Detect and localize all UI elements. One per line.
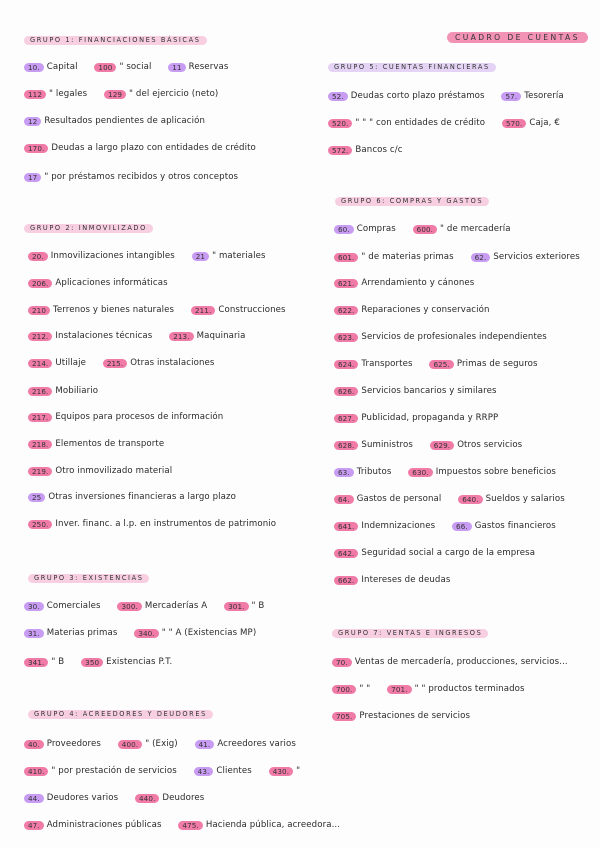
account-label: " de materias primas: [361, 252, 454, 262]
account-label: Indemnizaciones: [361, 521, 436, 531]
account-code: 341.: [24, 658, 48, 667]
account-code: 628.: [334, 441, 358, 450]
g2-row-10: [28, 492, 236, 503]
account-code: 217.: [28, 413, 52, 422]
account-code: 41.: [195, 740, 215, 749]
account-label: Tesorería: [524, 91, 564, 101]
g1-row-3: [24, 116, 205, 127]
account-label: Deudas a largo plazo con entidades de crédito: [51, 143, 256, 153]
g2-row-5: [28, 358, 214, 369]
account-label: Gastos financieros: [474, 521, 556, 531]
account-label: Gastos de personal: [356, 494, 442, 504]
account-label: " B: [251, 601, 265, 611]
g4-row-4: [24, 820, 340, 831]
g4-row-2: [24, 766, 300, 777]
g1-row-5: [24, 172, 238, 183]
account-code: 700.: [332, 685, 356, 694]
account-label: " materiales: [212, 251, 266, 261]
account-code: 621.: [334, 279, 358, 288]
group-6-header: GRUPO 6: COMPRAS Y GASTOS: [335, 197, 489, 206]
account-label: Maquinaria: [196, 331, 246, 341]
g6-row-2: [334, 252, 580, 263]
group-3-header: GRUPO 3: EXISTENCIAS: [28, 574, 149, 583]
account-code: 640.: [458, 495, 482, 504]
account-label: Clientes: [216, 766, 252, 776]
g6-row-14: [334, 575, 450, 586]
account-label: Existencias P.T.: [106, 657, 173, 667]
account-label: " por prestación de servicios: [51, 766, 177, 776]
account-label: Suministros: [361, 440, 413, 450]
account-label: Transportes: [361, 359, 413, 369]
g6-row-1: [334, 224, 511, 235]
account-code: 57.: [501, 92, 521, 101]
account-code: 701.: [387, 685, 411, 694]
account-code: 63.: [334, 468, 354, 477]
account-code: 20.: [28, 252, 48, 261]
account-code: 60.: [334, 225, 354, 234]
account-label: Construcciones: [218, 305, 286, 315]
account-code: 206.: [28, 279, 52, 288]
account-code: 626.: [334, 387, 358, 396]
account-label: Servicios bancarios y similares: [361, 386, 497, 396]
account-code: 641.: [334, 522, 358, 531]
account-code: 170.: [24, 144, 48, 153]
account-label: Bancos c/c: [355, 145, 403, 155]
g6-row-9: [334, 440, 522, 451]
g2-row-8: [28, 439, 164, 450]
account-label: Deudores: [162, 793, 205, 803]
account-code: 301.: [224, 602, 248, 611]
account-label: Mobiliario: [55, 386, 99, 396]
account-label: Equipos para procesos de información: [55, 412, 224, 422]
account-label: Compras: [356, 224, 396, 234]
account-label: Otros servicios: [457, 440, 523, 450]
account-label: " social: [119, 62, 152, 72]
account-code: 623.: [334, 333, 358, 342]
account-label: Resultados pendientes de aplicación: [44, 116, 206, 126]
account-label: " B: [51, 657, 65, 667]
account-label: Aplicaciones informáticas: [55, 278, 168, 288]
g4-row-1: [24, 739, 296, 750]
g6-row-10: [334, 467, 556, 478]
account-label: Impuestos sobre beneficios: [435, 467, 557, 477]
account-code: 400.: [118, 740, 142, 749]
page-title: CUADRO DE CUENTAS: [447, 32, 588, 43]
account-label: Otras inversiones financieras a largo plazo: [48, 492, 236, 502]
account-label: Comerciales: [46, 601, 101, 611]
account-label: Ventas de mercadería, producciones, servicios...: [354, 657, 568, 667]
group-7-header: GRUPO 7: VENTAS E INGRESOS: [332, 629, 488, 638]
g7-row-1: [332, 657, 568, 668]
account-code: 17: [24, 173, 41, 182]
account-code: 630.: [408, 468, 432, 477]
g2-row-11: [28, 519, 276, 530]
account-code: 705.: [332, 712, 356, 721]
account-label: Inver. financ. a l.p. en instrumentos de patrimonio: [55, 519, 277, 529]
account-code: 31.: [24, 629, 44, 638]
account-code: 625.: [429, 360, 453, 369]
account-label: " de mercadería: [440, 224, 511, 234]
account-label: Reservas: [188, 62, 229, 72]
group-2-header: GRUPO 2: INMOVILIZADO: [24, 224, 153, 233]
account-code: 210: [28, 306, 50, 315]
group-4-header: GRUPO 4: ACREEDORES Y DEUDORES: [28, 710, 213, 719]
account-label: Intereses de deudas: [361, 575, 451, 585]
account-code: 215.: [103, 359, 127, 368]
account-label: Terrenos y bienes naturales: [53, 305, 175, 315]
account-label: Otras instalaciones: [130, 358, 215, 368]
g3-row-3: [24, 657, 172, 668]
account-code: 70.: [332, 658, 352, 667]
account-label: Prestaciones de servicios: [359, 711, 471, 721]
account-label: Otro inmovilizado material: [55, 466, 173, 476]
account-code: 30.: [24, 602, 44, 611]
account-code: 520.: [328, 119, 352, 128]
account-label: Servicios de profesionales independientes: [361, 332, 547, 342]
g5-row-1: [328, 91, 564, 102]
account-code: 570.: [502, 119, 526, 128]
account-code: 129: [104, 90, 126, 99]
account-code: 250.: [28, 520, 52, 529]
account-code: 662.: [334, 576, 358, 585]
account-code: 350: [81, 658, 103, 667]
g2-row-9: [28, 466, 172, 477]
g2-row-7: [28, 412, 223, 423]
account-label: Publicidad, propaganda y RRPP: [361, 413, 499, 423]
g3-row-1: [24, 601, 264, 612]
account-code: 214.: [28, 359, 52, 368]
account-label: " del ejercicio (neto): [129, 89, 219, 99]
account-label: " " " con entidades de crédito: [355, 118, 486, 128]
account-code: 12: [24, 117, 41, 126]
g3-row-2: [24, 628, 256, 639]
g1-row-1: [24, 62, 228, 73]
account-label: Materias primas: [46, 628, 118, 638]
g5-row-2: [328, 118, 560, 129]
account-code: 25: [28, 493, 45, 502]
account-code: 629.: [430, 441, 454, 450]
g6-row-5: [334, 332, 547, 343]
account-code: 440.: [135, 794, 159, 803]
account-label: Utillaje: [55, 358, 86, 368]
account-code: 10.: [24, 63, 44, 72]
g6-row-3: [334, 278, 474, 289]
account-code: 475.: [178, 821, 202, 830]
account-code: 21: [192, 252, 209, 261]
g2-row-4: [28, 331, 245, 342]
account-code: 212.: [28, 332, 52, 341]
g6-row-11: [334, 494, 565, 505]
account-label: " (Exig): [145, 739, 178, 749]
account-label: Servicios exteriores: [493, 252, 580, 262]
account-label: ": [296, 766, 301, 776]
account-label: Primas de seguros: [456, 359, 538, 369]
account-code: 340.: [134, 629, 158, 638]
account-label: " ": [359, 684, 371, 694]
account-code: 47.: [24, 821, 44, 830]
account-label: Caja, €: [529, 118, 560, 128]
account-code: 622.: [334, 306, 358, 315]
account-code: 112: [24, 90, 46, 99]
account-code: 601.: [334, 253, 358, 262]
g2-row-3: [28, 305, 286, 316]
account-code: 572.: [328, 146, 352, 155]
account-label: " " A (Existencias MP): [161, 628, 257, 638]
account-label: Tributos: [356, 467, 392, 477]
account-label: Seguridad social a cargo de la empresa: [361, 548, 536, 558]
g1-row-2: [24, 89, 218, 100]
account-label: Acreedores varios: [217, 739, 296, 749]
g7-row-3: [332, 711, 470, 722]
account-label: Instalaciones técnicas: [55, 331, 153, 341]
account-code: 216.: [28, 387, 52, 396]
account-label: Elementos de transporte: [55, 439, 165, 449]
account-label: " " productos terminados: [414, 684, 525, 694]
account-label: " legales: [49, 89, 88, 99]
g2-row-2: [28, 278, 168, 289]
account-code: 66.: [452, 522, 472, 531]
account-code: 44.: [24, 794, 44, 803]
account-code: 642.: [334, 549, 358, 558]
g1-row-4: [24, 143, 256, 154]
account-code: 211.: [191, 306, 215, 315]
account-label: Mercaderías A: [144, 601, 208, 611]
account-label: Inmovilizaciones intangibles: [50, 251, 175, 261]
account-code: 219.: [28, 467, 52, 476]
account-code: 52.: [328, 92, 348, 101]
account-code: 100: [94, 63, 116, 72]
g4-row-3: [24, 793, 204, 804]
account-code: 627.: [334, 414, 358, 423]
account-code: 300.: [117, 602, 141, 611]
g2-row-1: [28, 251, 266, 262]
account-code: 218.: [28, 440, 52, 449]
account-code: 624.: [334, 360, 358, 369]
g6-row-4: [334, 305, 490, 316]
account-label: Reparaciones y conservación: [361, 305, 490, 315]
group-5-header: GRUPO 5: CUENTAS FINANCIERAS: [328, 63, 496, 72]
account-label: Sueldos y salarios: [485, 494, 565, 504]
account-code: 600.: [413, 225, 437, 234]
account-label: Administraciones públicas: [46, 820, 162, 830]
group-1-header: GRUPO 1: FINANCIACIONES BÁSICAS: [24, 36, 207, 45]
g6-row-6: [334, 359, 538, 370]
account-code: 430.: [269, 767, 293, 776]
account-label: Deudas corto plazo préstamos: [350, 91, 485, 101]
account-label: Hacienda pública, acreedora...: [205, 820, 341, 830]
account-label: " por préstamos recibidos y otros conceptos: [44, 172, 239, 182]
account-code: 64.: [334, 495, 354, 504]
account-code: 410.: [24, 767, 48, 776]
account-label: Proveedores: [46, 739, 101, 749]
account-code: 62.: [471, 253, 491, 262]
account-label: Deudores varios: [46, 793, 119, 803]
account-code: 213.: [169, 332, 193, 341]
account-code: 40.: [24, 740, 44, 749]
g6-row-12: [334, 521, 556, 532]
g7-row-2: [332, 684, 525, 695]
g6-row-7: [334, 386, 497, 397]
g6-row-8: [334, 413, 498, 424]
account-code: 11: [168, 63, 185, 72]
account-code: 43.: [194, 767, 214, 776]
g2-row-6: [28, 386, 98, 397]
g6-row-13: [334, 548, 535, 559]
account-label: Capital: [46, 62, 78, 72]
account-label: Arrendamiento y cánones: [361, 278, 475, 288]
g5-row-3: [328, 145, 403, 156]
